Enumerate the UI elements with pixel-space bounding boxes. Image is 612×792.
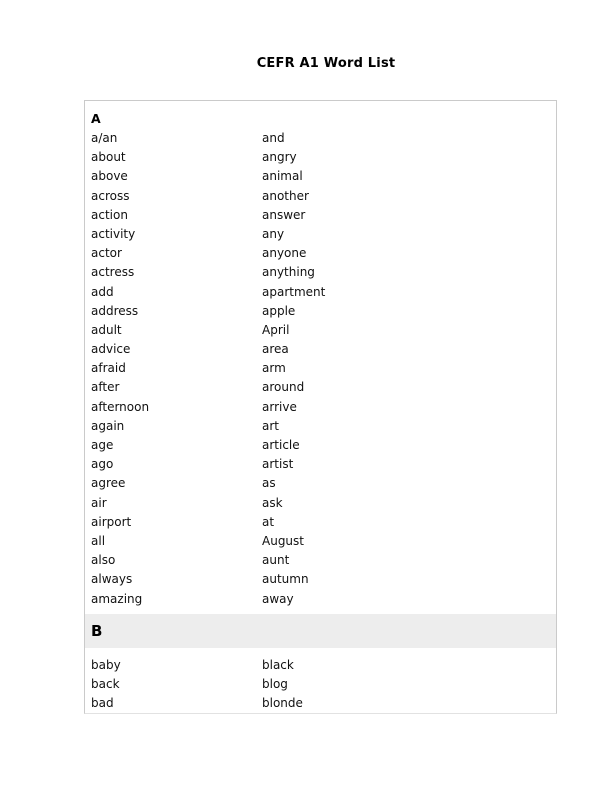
word-row (85, 694, 556, 713)
word-row (85, 494, 556, 513)
word-cell: another (262, 188, 309, 203)
section-header-b: B (85, 614, 556, 648)
word-row (85, 148, 556, 167)
word-row (85, 417, 556, 436)
word-row (85, 359, 556, 378)
word-cell: bad (91, 696, 114, 711)
word-cell: address (91, 303, 139, 318)
word-cell: airport (91, 514, 132, 529)
word-cell: anyone (262, 246, 307, 261)
word-row (85, 532, 556, 551)
word-cell: afraid (91, 361, 126, 376)
word-cell: and (262, 131, 285, 145)
word-cell: arrive (262, 399, 297, 414)
wordlist-table (84, 100, 557, 714)
word-cell: baby (91, 657, 121, 672)
word-row (85, 590, 556, 609)
word-cell: blog (262, 676, 288, 691)
word-cell: answer (262, 207, 306, 222)
word-cell: across (91, 188, 130, 203)
word-cell: add (91, 284, 114, 299)
word-cell: also (91, 553, 116, 568)
word-cell: April (262, 322, 290, 337)
word-row (85, 244, 556, 263)
word-row (85, 656, 556, 675)
word-row (85, 263, 556, 282)
word-cell: actor (91, 246, 122, 261)
word-cell: article (262, 438, 300, 452)
word-cell: ask (262, 495, 283, 510)
word-cell: again (91, 418, 125, 433)
word-row (85, 455, 556, 474)
word-row (85, 321, 556, 340)
word-row (85, 570, 556, 589)
word-row (85, 340, 556, 359)
word-row (85, 225, 556, 244)
wordlist-sections (85, 101, 556, 713)
word-cell: as (262, 476, 276, 491)
word-row (85, 129, 556, 148)
word-cell: anything (262, 265, 315, 280)
word-cell: apple (262, 303, 296, 318)
word-cell: area (262, 342, 289, 357)
word-cell: angry (262, 150, 297, 165)
word-cell: autumn (262, 572, 309, 587)
word-row (85, 398, 556, 417)
word-cell: activity (91, 226, 136, 241)
word-row (85, 474, 556, 493)
word-cell: artist (262, 457, 294, 472)
section-header-a: A (91, 111, 101, 126)
word-cell: arm (262, 361, 286, 376)
word-cell: action (91, 207, 128, 222)
word-row (85, 187, 556, 206)
word-cell: animal (262, 169, 303, 184)
word-cell: all (91, 533, 106, 548)
section-rows-b (85, 656, 556, 714)
word-cell: agree (91, 476, 126, 491)
word-cell: adult (91, 322, 122, 337)
word-row (85, 206, 556, 225)
word-cell: apartment (262, 284, 326, 299)
word-cell: at (262, 514, 275, 529)
word-row (85, 436, 556, 455)
word-row (85, 513, 556, 532)
word-cell: about (91, 150, 126, 165)
word-cell: aunt (262, 553, 290, 568)
word-cell: afternoon (91, 399, 150, 414)
word-cell: any (262, 226, 285, 241)
word-row (85, 302, 556, 321)
word-cell: always (91, 572, 133, 587)
word-cell: black (262, 657, 294, 672)
word-row (85, 378, 556, 397)
word-cell: actress (91, 265, 135, 280)
word-row (85, 167, 556, 186)
word-cell: air (91, 495, 107, 510)
word-cell: back (91, 676, 120, 691)
page-title: CEFR A1 Word List (256, 56, 396, 71)
word-cell: amazing (91, 591, 143, 606)
section-rows-a (85, 129, 556, 609)
word-cell: advice (91, 342, 131, 357)
word-cell: away (262, 591, 294, 606)
word-row (85, 283, 556, 302)
word-cell: art (262, 418, 279, 433)
word-row (85, 551, 556, 570)
word-cell: blonde (262, 696, 303, 711)
word-cell: ago (91, 457, 114, 472)
word-cell: around (262, 380, 305, 395)
word-cell: after (91, 380, 120, 395)
word-cell: a/an (91, 131, 118, 145)
word-cell: August (262, 533, 304, 548)
word-row (85, 675, 556, 694)
word-cell: age (91, 438, 114, 452)
word-cell: above (91, 169, 128, 184)
